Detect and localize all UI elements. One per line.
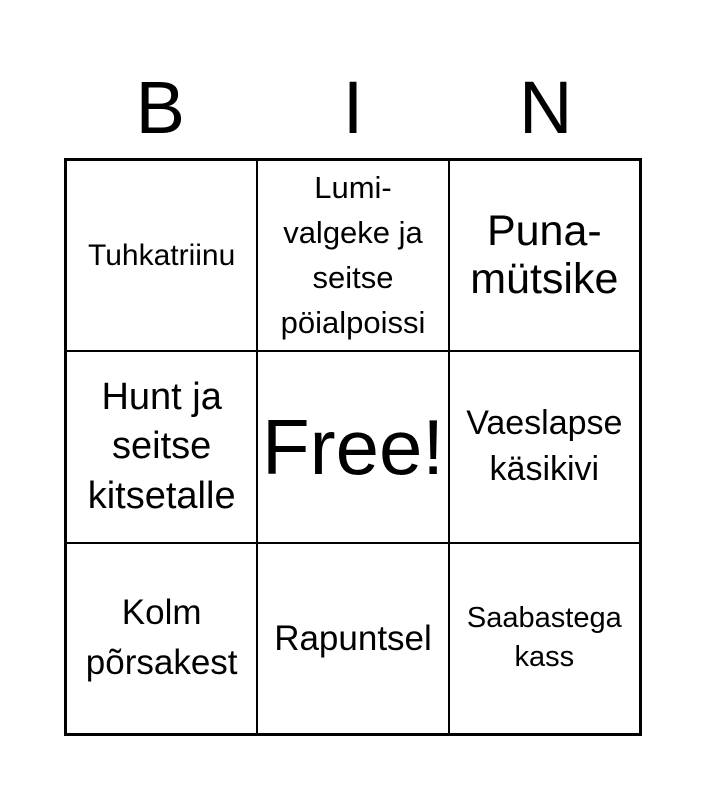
bingo-cell-r2c1[interactable] bbox=[66, 351, 257, 542]
bingo-card bbox=[64, 158, 642, 736]
cell-text: Hunt ja seitse kitsetalle bbox=[87, 375, 236, 517]
header-letter-n: N bbox=[518, 65, 573, 149]
bingo-cell-r1c3[interactable] bbox=[449, 160, 640, 351]
header-letter-i: I bbox=[342, 65, 364, 149]
bingo-cell-r1c2[interactable] bbox=[257, 160, 448, 351]
bingo-header bbox=[64, 60, 642, 155]
free-space-text: Free! bbox=[261, 402, 445, 491]
cell-text: Rapuntsel bbox=[274, 618, 432, 658]
bingo-cell-r1c1[interactable] bbox=[66, 160, 257, 351]
cell-text: Puna- mütsike bbox=[470, 207, 619, 303]
free-space-cell[interactable] bbox=[257, 351, 448, 542]
cell-text: Vaeslapse käsikivi bbox=[466, 404, 623, 488]
bingo-cell-r3c2[interactable] bbox=[257, 543, 448, 734]
cell-text: Kolm põrsakest bbox=[85, 592, 238, 683]
header-letter-b: B bbox=[135, 65, 185, 149]
cell-text: Lumi- valgeke ja seitse pöialpoissi bbox=[280, 169, 426, 340]
bingo-cell-r3c1[interactable] bbox=[66, 543, 257, 734]
cell-text: Saabastega kass bbox=[466, 602, 622, 674]
bingo-cell-r3c3[interactable] bbox=[449, 543, 640, 734]
bingo-cell-r2c3[interactable] bbox=[449, 351, 640, 542]
cell-text: Tuhkatriinu bbox=[88, 238, 236, 272]
